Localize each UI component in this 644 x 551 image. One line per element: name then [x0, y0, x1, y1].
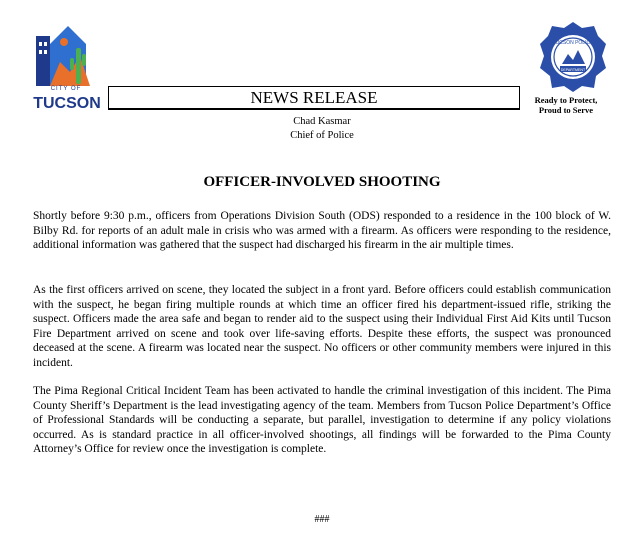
city-name: TUCSON — [33, 95, 101, 112]
city-of-label: CITY OF — [50, 86, 82, 92]
chief-name: Chad Kasmar — [293, 116, 351, 127]
news-release-banner: NEWS RELEASE — [108, 86, 520, 110]
paragraph-2: As the first officers arrived on scene, they located the subject in a front yard. Before officers could establish communication with the suspect, he began firing multiple rounds at which time an officer fired his department-issued rifle, striking the suspect. Officers made the area safe and began to render aid to the suspect using their Individual First Aid Kits until Tucson Fire Department arrived on scene and took over life-saving efforts. Despite these efforts, the suspect was pronounced deceased at the scene. A firearm was located near the suspect. No officers or other community members were injured in this incident. — [33, 284, 611, 369]
motto-line-2: Proud to Serve — [538, 105, 594, 115]
paragraph-3: The Pima Regional Critical Incident Team has been activated to handle the criminal investigation of this incident. The Pima County Sheriff’s Department is the lead investigating agency of the team. Members from Tucson Police Department’s Office of Professional Standards will be conducting a separate, but parallel, investigation to determine if any policy violations occurred. As is standard practice in all officer-involved shootings, all findings will be forwarded to the Pima County Attorney’s Office for review once the investigation is complete. — [33, 385, 611, 456]
tucson-police-badge-icon — [538, 20, 608, 94]
end-mark: ### — [314, 514, 330, 525]
motto-line-1: Ready to Protect, — [534, 95, 598, 105]
article-headline: OFFICER-INVOLVED SHOOTING — [203, 174, 441, 190]
police-motto — [520, 95, 612, 115]
paragraph-1: Shortly before 9:30 p.m., officers from Operations Division South (ODS) responded to a residence in the 100 block of W. Bilby Rd. for reports of an adult male in crisis who was armed with a firearm. As officers were responding to the residence, additional information was gathered that the suspect had discharged his firearm in the air multiple times. — [33, 210, 611, 252]
badge-text-bottom: DEPARTMENT — [560, 68, 586, 72]
badge-text-top: TUCSON POLICE — [552, 40, 594, 46]
chief-title: Chief of Police — [290, 130, 354, 141]
